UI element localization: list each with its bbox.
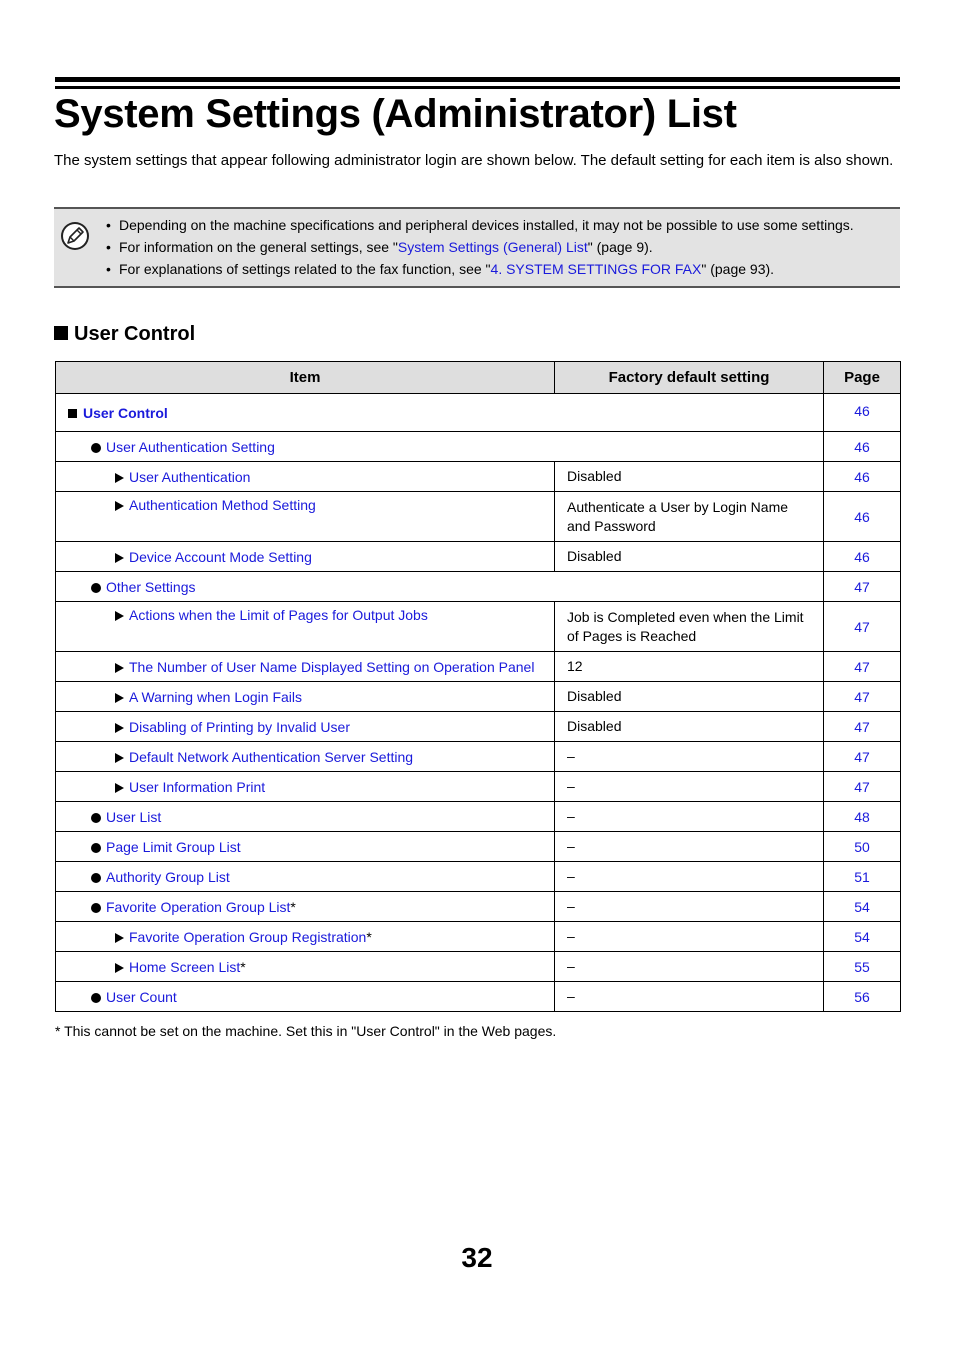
round-bullet-icon — [91, 903, 101, 913]
table-row — [56, 602, 901, 652]
default-cell: Disabled — [555, 542, 824, 572]
page-link[interactable]: 54 — [824, 922, 901, 952]
page-link[interactable]: 47 — [824, 712, 901, 742]
footnote-marker: * — [366, 928, 372, 945]
title-rule-thick — [55, 77, 900, 82]
item-link[interactable]: Authority Group List — [106, 868, 230, 885]
default-cell: 12 — [555, 652, 824, 682]
note-list — [106, 214, 854, 280]
item-cell — [56, 742, 555, 772]
triangle-bullet-icon — [115, 693, 124, 703]
item-link[interactable]: User Authentication Setting — [106, 438, 275, 455]
column-header-item: Item — [56, 362, 555, 394]
page-link[interactable]: 46 — [824, 462, 901, 492]
default-cell: Job is Completed even when the Limit of Pages is Reached — [555, 602, 824, 652]
table-row — [56, 862, 901, 892]
triangle-bullet-icon — [115, 723, 124, 733]
round-bullet-icon — [91, 843, 101, 853]
page-link[interactable]: 55 — [824, 952, 901, 982]
item-cell — [56, 432, 824, 462]
item-cell — [56, 682, 555, 712]
triangle-bullet-icon — [115, 783, 124, 793]
default-cell: – — [555, 862, 824, 892]
default-cell: – — [555, 952, 824, 982]
page-link[interactable]: 47 — [824, 652, 901, 682]
default-cell: – — [555, 982, 824, 1012]
default-cell: – — [555, 802, 824, 832]
item-link[interactable]: Authentication Method Setting — [129, 497, 316, 513]
column-header-default: Factory default setting — [555, 362, 824, 394]
default-cell: Disabled — [555, 682, 824, 712]
page-link[interactable]: 56 — [824, 982, 901, 1012]
table-row — [56, 432, 901, 462]
item-cell — [56, 492, 555, 542]
item-cell — [56, 832, 555, 862]
page-link[interactable]: 46 — [824, 492, 901, 542]
title-rule-thin — [55, 86, 900, 89]
page-link[interactable]: 47 — [824, 772, 901, 802]
page-link[interactable]: 51 — [824, 862, 901, 892]
footnote-marker: * — [290, 898, 296, 915]
default-cell: – — [555, 772, 824, 802]
item-link[interactable]: Other Settings — [106, 578, 196, 595]
page-link[interactable]: 47 — [824, 602, 901, 652]
item-link[interactable]: User Information Print — [129, 778, 266, 795]
note-box — [54, 207, 900, 288]
table-row — [56, 682, 901, 712]
page-link[interactable]: 50 — [824, 832, 901, 862]
triangle-bullet-icon — [115, 753, 124, 763]
intro-text: The system settings that appear following administrator login are shown below. The default setting for each item is also shown. — [54, 152, 894, 169]
item-link[interactable]: Favorite Operation Group Registration — [129, 928, 367, 945]
round-bullet-icon — [91, 443, 101, 453]
item-link[interactable]: Default Network Authentication Server Setting — [129, 748, 414, 765]
default-cell: – — [555, 892, 824, 922]
round-bullet-icon — [91, 993, 101, 1003]
item-cell — [56, 602, 555, 652]
table-row — [56, 772, 901, 802]
page-link[interactable]: 46 — [824, 432, 901, 462]
link-system-settings-general[interactable]: System Settings (General) List — [397, 239, 588, 255]
triangle-bullet-icon — [115, 663, 124, 673]
default-cell: Disabled — [555, 462, 824, 492]
footnote: * This cannot be set on the machine. Set this in "User Control" in the Web pages. — [55, 1023, 557, 1039]
item-cell — [56, 952, 555, 982]
table-row — [56, 652, 901, 682]
item-link[interactable]: User List — [106, 808, 162, 825]
item-link[interactable]: Disabling of Printing by Invalid User — [129, 718, 350, 735]
item-link[interactable]: User Control — [83, 404, 168, 421]
column-header-page: Page — [824, 362, 901, 394]
item-cell — [56, 922, 555, 952]
item-cell — [56, 862, 555, 892]
page-title: System Settings (Administrator) List — [54, 92, 737, 136]
table-row — [56, 892, 901, 922]
item-link[interactable]: A Warning when Login Fails — [129, 688, 303, 705]
triangle-bullet-icon — [115, 963, 124, 973]
table-row — [56, 802, 901, 832]
default-cell: Authenticate a User by Login Name and Password — [555, 492, 824, 542]
page-link[interactable]: 46 — [824, 394, 901, 432]
table-row — [56, 982, 901, 1012]
note-item: • For explanations of settings related to the fax function, see "4. SYSTEM SETTINGS FOR FAX" (page 93). — [106, 258, 854, 280]
item-cell — [56, 892, 555, 922]
triangle-bullet-icon — [115, 501, 124, 511]
page-link[interactable]: 54 — [824, 892, 901, 922]
item-link[interactable]: Device Account Mode Setting — [129, 548, 312, 565]
square-bullet-icon — [54, 326, 68, 340]
square-bullet-icon — [68, 409, 77, 418]
table-row — [56, 492, 901, 542]
round-bullet-icon — [91, 813, 101, 823]
item-cell — [56, 802, 555, 832]
default-cell: – — [555, 742, 824, 772]
item-link[interactable]: Page Limit Group List — [106, 838, 241, 855]
link-system-settings-fax[interactable]: 4. SYSTEM SETTINGS FOR FAX — [490, 261, 702, 277]
table-row — [56, 832, 901, 862]
item-cell — [56, 772, 555, 802]
round-bullet-icon — [91, 583, 101, 593]
page-link[interactable]: 48 — [824, 802, 901, 832]
default-cell: – — [555, 922, 824, 952]
triangle-bullet-icon — [115, 553, 124, 563]
triangle-bullet-icon — [115, 611, 124, 621]
table-row — [56, 572, 901, 602]
triangle-bullet-icon — [115, 933, 124, 943]
page-link[interactable]: 47 — [824, 572, 901, 602]
round-bullet-icon — [91, 873, 101, 883]
page-link[interactable]: 47 — [824, 742, 901, 772]
table-row — [56, 712, 901, 742]
item-cell — [56, 982, 555, 1012]
item-cell — [56, 394, 824, 432]
section-heading: User Control — [54, 323, 195, 346]
item-link[interactable]: The Number of User Name Displayed Setting on Operation Panel — [129, 658, 535, 675]
item-link[interactable]: Favorite Operation Group List — [106, 898, 291, 915]
footnote-marker: * — [240, 958, 246, 975]
triangle-bullet-icon — [115, 473, 124, 483]
table-row — [56, 542, 901, 572]
table-row — [56, 394, 901, 432]
item-cell — [56, 572, 824, 602]
page-link[interactable]: 46 — [824, 542, 901, 572]
note-item: • For information on the general settings, see "System Settings (General) List" (page 9). — [106, 236, 854, 258]
table-header-row — [56, 362, 901, 394]
item-cell — [56, 712, 555, 742]
pencil-note-icon — [60, 221, 90, 251]
item-cell — [56, 652, 555, 682]
item-link[interactable]: Home Screen List — [129, 958, 241, 975]
item-link[interactable]: User Count — [106, 988, 177, 1005]
table-row — [56, 952, 901, 982]
table-row — [56, 462, 901, 492]
page-number: 32 — [461, 1242, 493, 1273]
page-link[interactable]: 47 — [824, 682, 901, 712]
item-link[interactable]: User Authentication — [129, 468, 251, 485]
default-cell: – — [555, 832, 824, 862]
item-cell — [56, 462, 555, 492]
item-link[interactable]: Actions when the Limit of Pages for Output Jobs — [129, 607, 428, 623]
table-row — [56, 742, 901, 772]
settings-table — [55, 361, 901, 1012]
default-cell: Disabled — [555, 712, 824, 742]
note-item: • Depending on the machine specifications and peripheral devices installed, it may not be possible to use some settings. — [106, 214, 854, 236]
item-cell — [56, 542, 555, 572]
table-row — [56, 922, 901, 952]
